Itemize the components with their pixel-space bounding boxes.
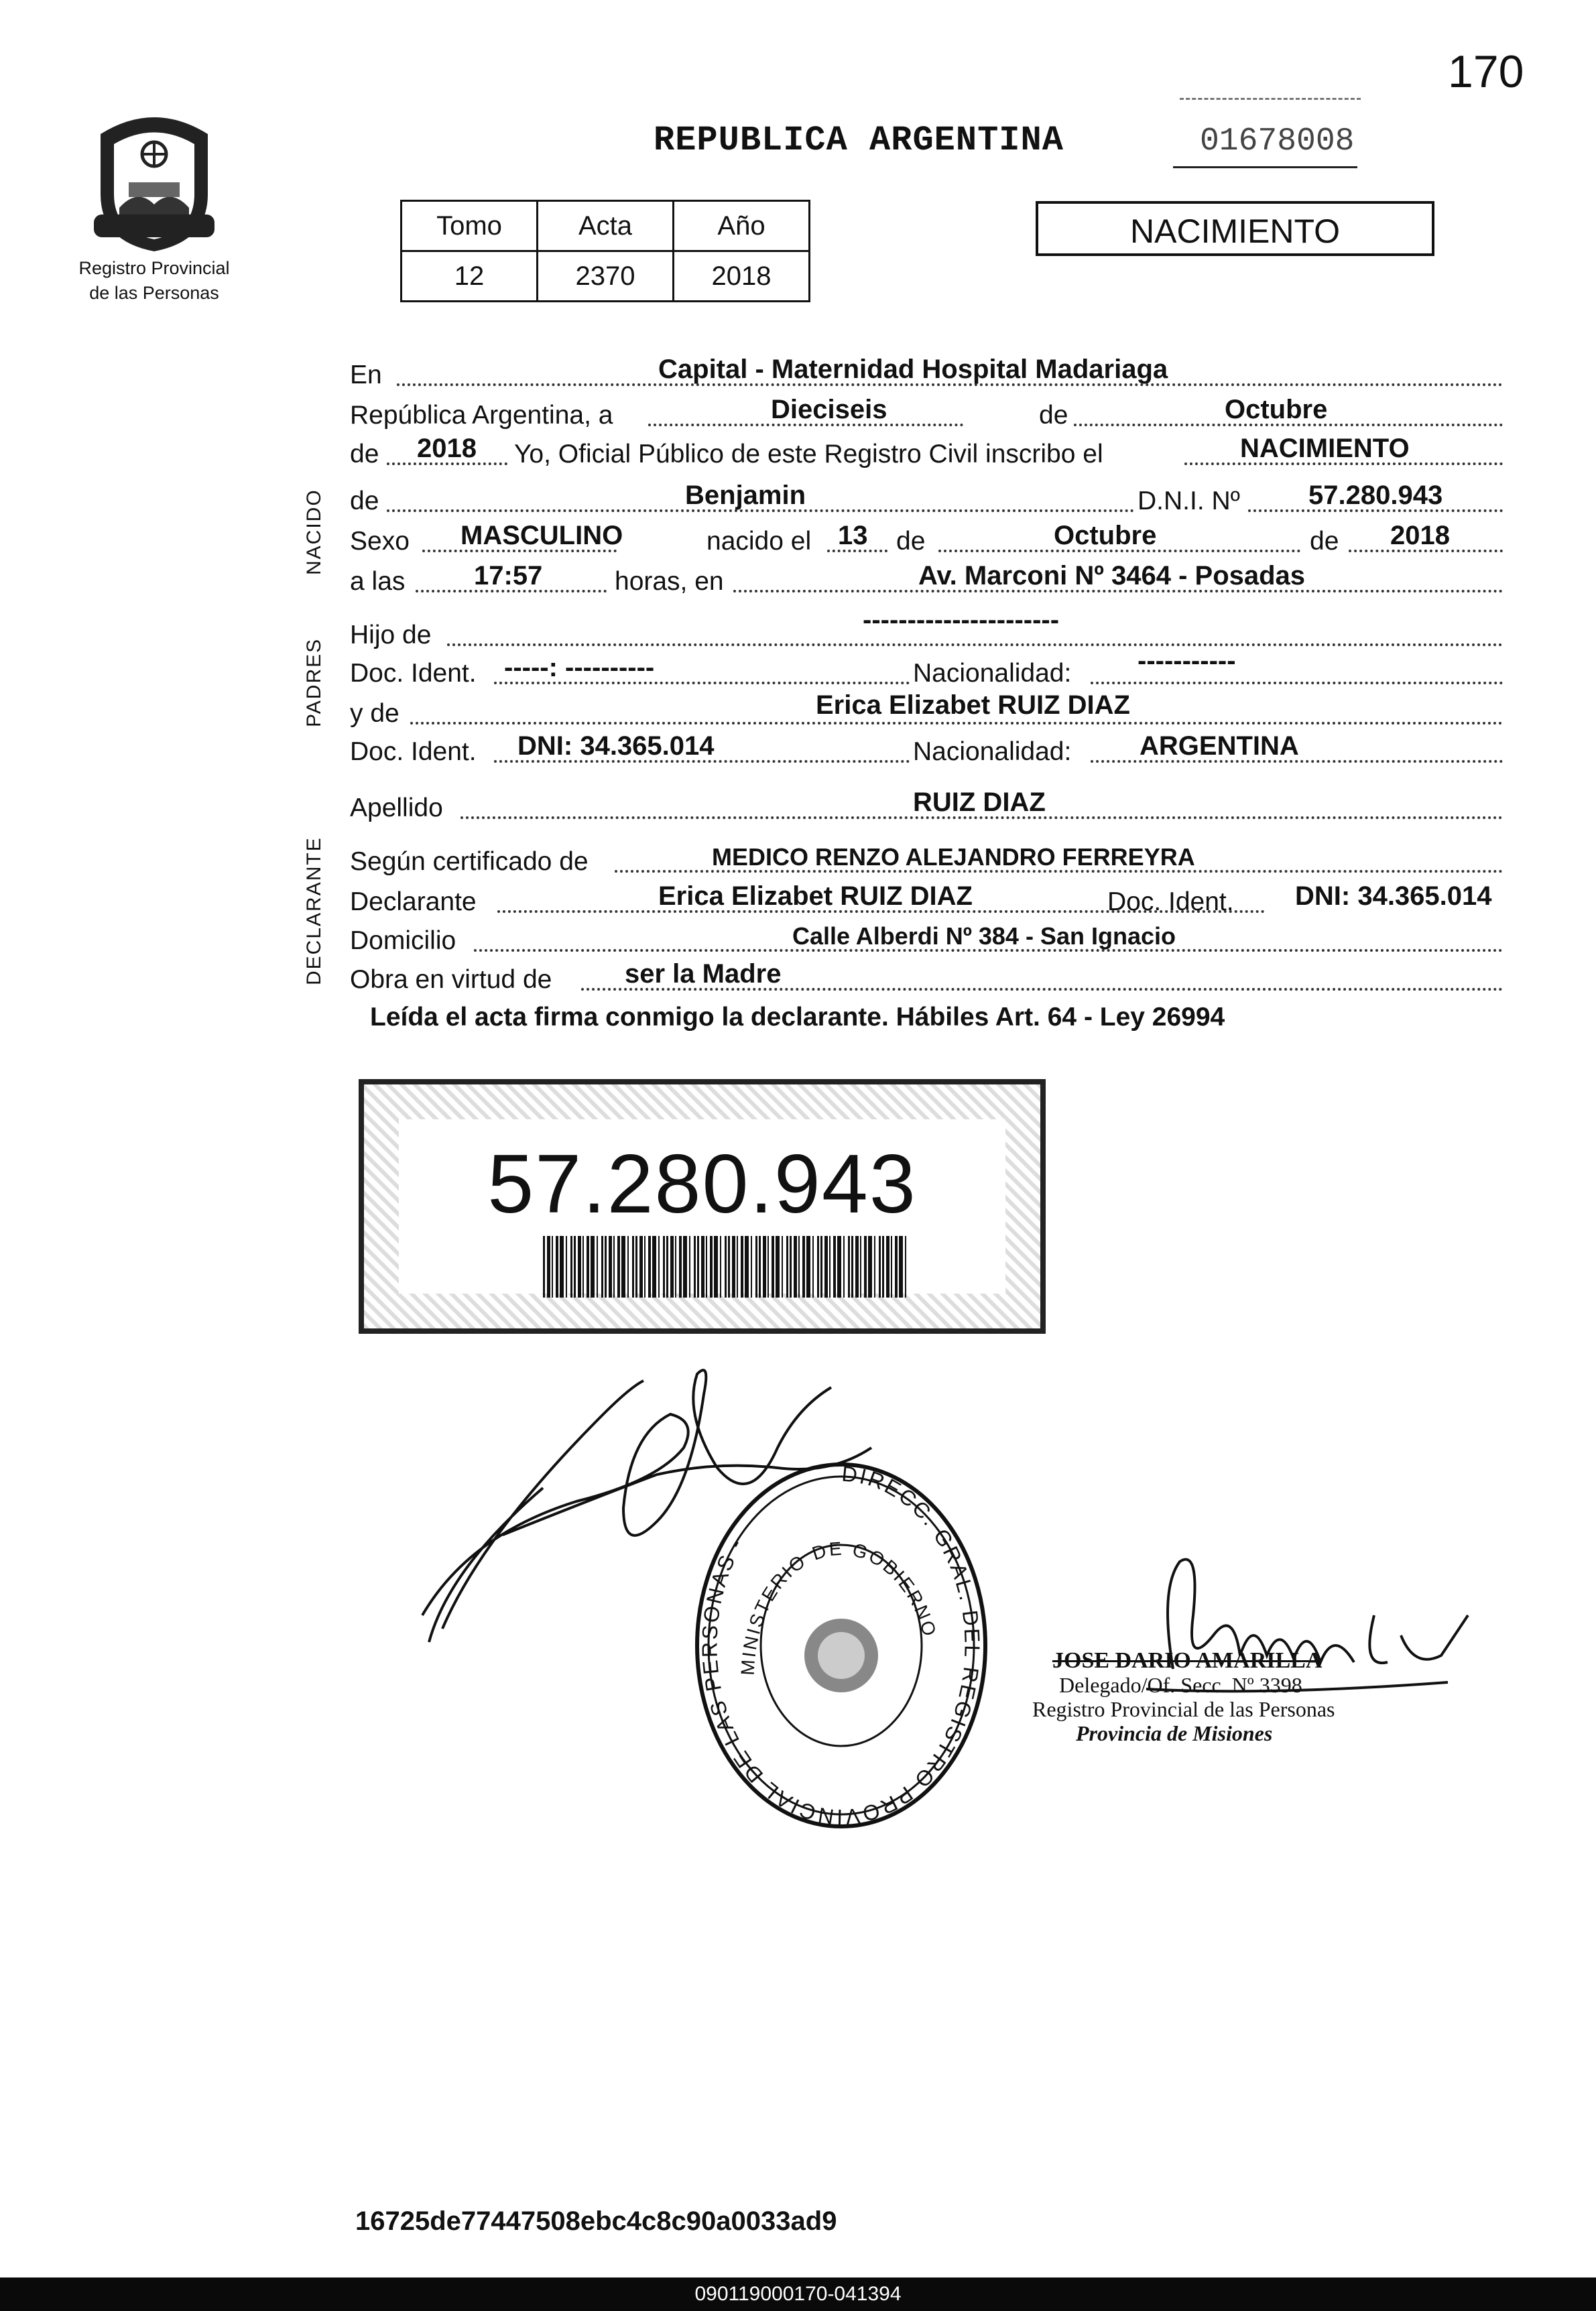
field-label: Yo, Oficial Público de este Registro Civil inscribo el <box>514 440 1103 469</box>
stamp-org: Registro Provincial de las Personas <box>1032 1697 1335 1721</box>
field-value-certificado: MEDICO RENZO ALEJANDRO FERREYRA <box>712 843 1195 871</box>
field-value-doc-declarante: DNI: 34.365.014 <box>1295 881 1492 911</box>
table-header: Acta <box>538 201 674 251</box>
field-value-dni: 57.280.943 <box>1308 481 1443 510</box>
serial-overline <box>1180 98 1361 100</box>
table-cell: 12 <box>402 251 538 302</box>
field-label: de <box>1310 527 1339 556</box>
record-type-box: NACIMIENTO <box>1036 201 1434 256</box>
stamp-name: JOSE DARIO AMARILLA <box>1052 1648 1323 1673</box>
field-value-obra: ser la Madre <box>625 959 782 989</box>
field-label: de <box>350 440 379 469</box>
field-label: Sexo <box>350 527 410 556</box>
field-row-madre <box>350 690 1503 731</box>
field-row-nombre <box>350 481 1503 519</box>
field-row-hora <box>350 562 1503 599</box>
side-label-padres: PADRES <box>303 637 325 727</box>
field-value-mes: Octubre <box>1225 395 1328 424</box>
seal-outer-text: DIRECC. GRAL. DEL REGISTRO PROVINCIAL DE LAS PERSONAS - <box>697 1461 985 1830</box>
field-value-nac-mes: Octubre <box>1054 521 1157 550</box>
field-label: Apellido <box>350 794 443 822</box>
stamp-role: Delegado/Of. Secc. Nº 3398 <box>1059 1673 1302 1697</box>
field-value-hora: 17:57 <box>474 561 543 590</box>
field-row-republica <box>350 395 1503 433</box>
closing-statement: Leída el acta firma conmigo la declarante. Hábiles Art. 64 - Ley 26994 <box>370 1003 1225 1032</box>
table-row <box>402 251 810 302</box>
field-label: Nacionalidad: <box>913 737 1072 766</box>
tomo-acta-table <box>400 200 810 302</box>
field-row-doc-padre <box>350 646 1503 691</box>
field-row-hijo <box>350 605 1503 653</box>
dni-sticker <box>359 1079 1046 1334</box>
side-label-nacido: NACIDO <box>303 489 325 575</box>
serial-underline <box>1173 166 1357 168</box>
field-label: Hijo de <box>350 621 432 649</box>
field-label: Doc. Ident. <box>350 737 477 766</box>
table-cell: 2370 <box>538 251 674 302</box>
field-label: Domicilio <box>350 926 456 955</box>
field-label: de <box>1039 401 1068 430</box>
field-label: Según certificado de <box>350 847 589 876</box>
field-value-sexo: MASCULINO <box>461 521 623 550</box>
stamp-province: Provincia de Misiones <box>1076 1721 1273 1745</box>
field-row-domicilio <box>350 921 1503 958</box>
field-value-nac-padre: ----------- <box>1138 646 1236 676</box>
page-number: 170 <box>1448 46 1524 97</box>
field-value-nac-dia: 13 <box>838 521 868 550</box>
barcode-icon <box>543 1236 912 1298</box>
field-value-padre: ---------------------- <box>863 605 1060 635</box>
dotted-line <box>1091 682 1503 684</box>
document-title: REPUBLICA ARGENTINA <box>654 121 1064 160</box>
dotted-line <box>410 722 1503 725</box>
field-value-madre: Erica Elizabet RUIZ DIAZ <box>816 690 1130 720</box>
field-value-declarante: Erica Elizabet RUIZ DIAZ <box>658 881 973 911</box>
official-stamp <box>1032 1649 1335 1745</box>
field-value-apellido: RUIZ DIAZ <box>913 788 1046 817</box>
field-label: y de <box>350 699 400 728</box>
field-value-doc-padre: -----: ---------- <box>504 653 655 682</box>
field-label: En <box>350 361 382 389</box>
field-row-doc-madre <box>350 732 1503 769</box>
field-label: de <box>896 527 926 556</box>
field-value-dia: Dieciseis <box>771 395 887 424</box>
field-label: Doc. Ident. <box>350 659 477 688</box>
side-label-declarante: DECLARANTE <box>303 836 325 985</box>
field-label: Declarante <box>350 887 477 916</box>
document-hash: 16725de77447508ebc4c8c90a0033ad9 <box>355 2206 837 2236</box>
field-label: Doc. Ident. <box>1107 887 1234 916</box>
dni-sticker-number: 57.280.943 <box>487 1138 917 1231</box>
serial-number: 01678008 <box>1200 123 1355 160</box>
field-label: Obra en virtud de <box>350 965 552 994</box>
misiones-shield-icon <box>87 107 221 255</box>
field-row-apellido <box>350 788 1503 826</box>
dni-sticker-inner <box>399 1119 1005 1294</box>
table-header: Tomo <box>402 201 538 251</box>
field-label: República Argentina, a <box>350 401 613 430</box>
table-cell: 2018 <box>674 251 810 302</box>
field-label: D.N.I. Nº <box>1138 487 1240 515</box>
official-seal-icon <box>690 1454 992 1830</box>
dotted-line <box>447 643 1503 646</box>
field-row-certificado <box>350 842 1503 879</box>
field-value-lugar-nacimiento: Av. Marconi Nº 3464 - Posadas <box>918 561 1306 590</box>
field-label: nacido el <box>707 527 812 556</box>
field-row-en <box>350 355 1503 393</box>
field-value-inscribe: NACIMIENTO <box>1240 434 1410 463</box>
field-value-domicilio: Calle Alberdi Nº 384 - San Ignacio <box>792 922 1176 950</box>
field-label: Nacionalidad: <box>913 659 1072 688</box>
logo-caption-1: Registro Provincial <box>78 258 230 278</box>
field-label: de <box>350 487 379 515</box>
field-value-anio: 2018 <box>417 434 477 463</box>
logo-caption-2: de las Personas <box>89 283 219 303</box>
field-value-nac-anio: 2018 <box>1390 521 1450 550</box>
field-label: a las <box>350 567 406 596</box>
table-header-row <box>402 201 810 251</box>
field-label: horas, en <box>615 567 724 596</box>
field-value-doc-madre: DNI: 34.365.014 <box>517 731 715 761</box>
field-row-obra <box>350 960 1503 997</box>
footer-bar: 090119000170-041394 <box>0 2277 1596 2311</box>
seal-inner-text: MINISTERIO DE GOBIERNO <box>737 1538 941 1676</box>
field-row-oficial <box>350 434 1503 472</box>
field-value-lugar-inscripcion: Capital - Maternidad Hospital Madariaga <box>658 355 1168 384</box>
field-value-nac-madre: ARGENTINA <box>1140 731 1299 761</box>
table-header: Año <box>674 201 810 251</box>
provincial-logo <box>74 107 235 304</box>
field-value-nombre: Benjamin <box>685 481 806 510</box>
field-row-sexo <box>350 521 1503 559</box>
field-row-declarante <box>350 882 1503 920</box>
